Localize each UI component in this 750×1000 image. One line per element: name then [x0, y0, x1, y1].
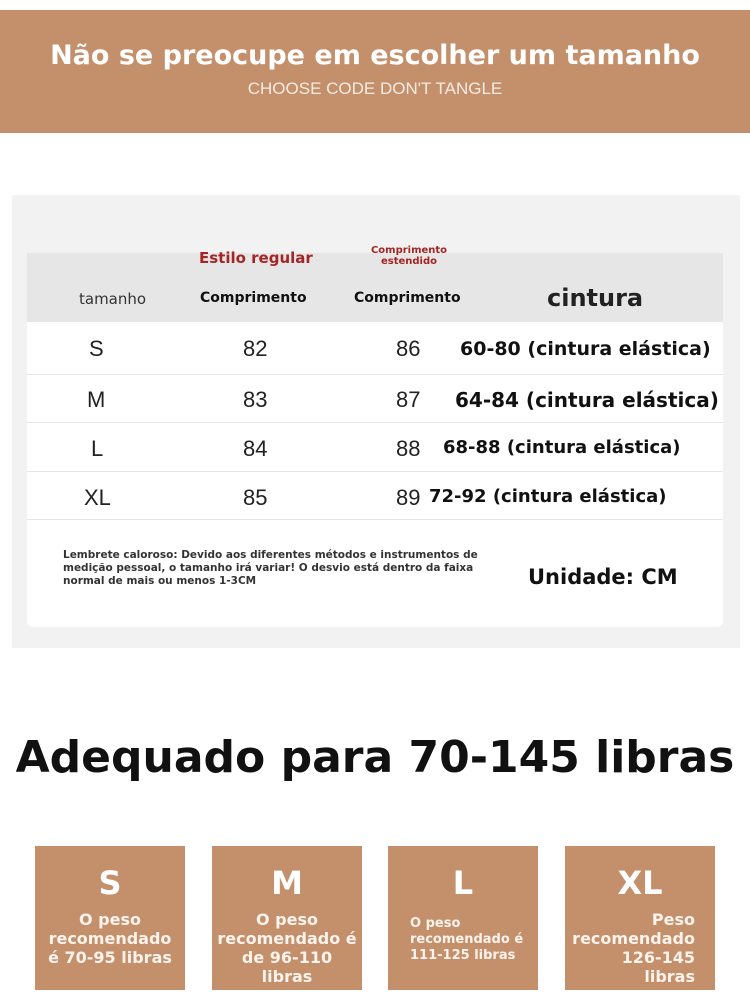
col-size: tamanho [79, 290, 147, 308]
table-header [27, 245, 723, 322]
size-cell: XL [84, 485, 111, 510]
regular-cell: 85 [243, 485, 268, 510]
size-table [27, 245, 723, 627]
size-cell: S [89, 336, 104, 361]
weight-size: L [452, 864, 474, 902]
banner-subtitle: CHOOSE CODE DON'T TANGLE [247, 79, 503, 98]
unit-label: Unidade: CM [528, 565, 678, 589]
regular-cell: 83 [243, 387, 268, 412]
weight-text: O peso recomendado é 70-95 libras [48, 910, 172, 967]
weight-size: S [98, 864, 122, 902]
extended-cell: 86 [396, 336, 421, 361]
header-extended: Comprimento estendido [370, 245, 448, 267]
weight-size: XL [617, 864, 663, 902]
weight-box-m [212, 846, 362, 990]
table-row [27, 472, 723, 520]
col-length-extended: Comprimento [354, 290, 461, 306]
weight-text: O peso recomendado é 111-125 libras [410, 916, 524, 963]
header-banner [0, 10, 750, 133]
weight-text: O peso recomendado é de 96-110 libras [217, 910, 357, 986]
header-regular: Estilo regular [199, 249, 313, 267]
waist-cell: 60-80 (cintura elástica) [460, 338, 711, 360]
table-row [27, 375, 723, 423]
waist-cell: 72-92 (cintura elástica) [429, 486, 667, 507]
waist-cell: 68-88 (cintura elástica) [443, 437, 681, 458]
size-cell: M [87, 387, 106, 412]
weight-box-l [388, 846, 538, 990]
table-row [27, 423, 723, 472]
col-waist: cintura [547, 284, 644, 312]
weight-size: M [271, 864, 303, 902]
extended-cell: 89 [396, 485, 421, 510]
fit-title: Adequado para 70-145 libras [15, 732, 735, 783]
extended-cell: 87 [396, 387, 421, 412]
weight-text: Peso recomendado 126-145 libras [572, 910, 695, 986]
weight-box-xl [565, 846, 715, 990]
table-row [27, 322, 723, 375]
extended-cell: 88 [396, 436, 421, 461]
col-length-regular: Comprimento [200, 290, 307, 306]
regular-cell: 82 [243, 336, 268, 361]
waist-cell: 64-84 (cintura elástica) [455, 388, 719, 412]
size-cell: L [91, 436, 104, 461]
banner-title: Não se preocupe em escolher um tamanho [50, 40, 700, 71]
regular-cell: 84 [243, 436, 268, 461]
weight-box-s [35, 846, 185, 990]
measurement-note: Lembrete caloroso: Devido aos diferentes métodos e instrumentos de medição pessoal, o tamanho irá variar! O desvio está dentro da faixa normal de mais ou menos 1-3CM [63, 549, 478, 587]
